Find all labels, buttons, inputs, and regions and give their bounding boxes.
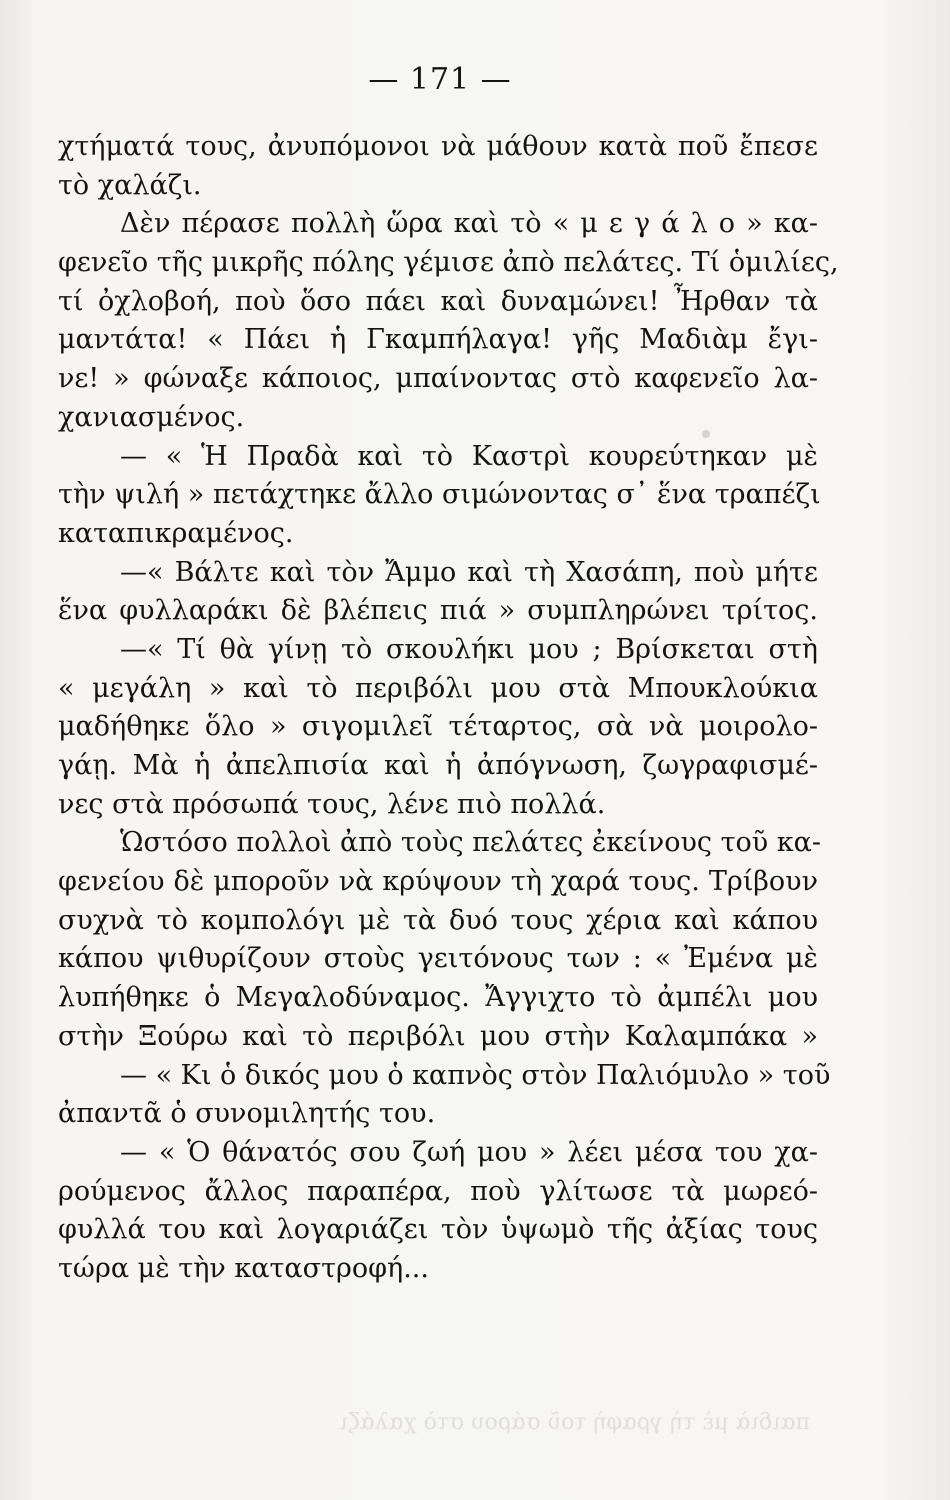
text-line: —« Τί θὰ γίνῃ τὸ σκουλήκι μου ; Βρίσκεται στὴ: [120, 633, 818, 665]
text-line: Ὡστόσο πολλοὶ ἀπὸ τοὺς πελάτες ἐκείνους τοῦ κα-: [120, 827, 822, 859]
text-line: — « Ἡ Πραδὰ καὶ τὸ Καστρὶ κουρεύτηκαν μὲ: [120, 440, 818, 472]
bleed-through-text: παιδιὰ μὲ τὴ γραφὴ τοῦ σάρου στὸ χαλάζι: [339, 1410, 810, 1435]
text-line: ἀπαντᾶ ὁ συνομιλητής του.: [58, 1098, 436, 1130]
page-number: — 171 —: [368, 62, 512, 97]
text-line: χτήματά τους, ἀνυπόμονοι νὰ μάθουν κατὰ ποῦ ἔπεσε: [58, 131, 818, 162]
text-line: —« Βάλτε καὶ τὸν Ἄμμο καὶ τὴ Χασάπη, ποὺ μήτε: [120, 556, 818, 588]
body-text: [58, 128, 839, 1289]
text-line: καταπικραμένος.: [58, 517, 294, 549]
text-line: — « Ὁ θάνατός σου ζωή μου » λέει μέσα του χα-: [120, 1136, 818, 1168]
text-line: λυπήθηκε ὁ Μεγαλοδύναμος. Ἄγγιχτο τὸ ἀμπέλι μου: [58, 982, 818, 1014]
text-line: χανιασμένος.: [58, 401, 245, 433]
text-line: φενεῖο τῆς μικρῆς πόλης γέμισε ἀπὸ πελάτες. Τί ὁμιλίες,: [58, 247, 839, 279]
text-line: φυλλά του καὶ λογαριάζει τὸν ὑψωμὸ τῆς ἀξίας τους: [58, 1214, 818, 1246]
text-line: τώρα μὲ τὴν καταστροφή...: [58, 1252, 429, 1284]
text-line: γάῃ. Μὰ ἡ ἀπελπισία καὶ ἡ ἀπόγνωση, ζωγραφισμέ-: [58, 750, 818, 781]
text-line: ἕνα φυλλαράκι δὲ βλέπεις πιά » συμπληρώνει τρίτος.: [58, 595, 818, 627]
text-line: νες στὰ πρόσωπά τους, λένε πιὸ πολλά.: [58, 788, 606, 820]
text-line: νε! » φώναξε κάποιος, μπαίνοντας στὸ καφενεῖο λα-: [58, 363, 818, 395]
text-line: φενείου δὲ μποροῦν νὰ κρύψουν τὴ χαρά τους. Τρίβουν: [58, 866, 818, 898]
text-line: μαντάτα! « Πάει ἡ Γκαμπήλαγα! γῆς Μαδιὰμ ἔγι-: [58, 324, 818, 356]
text-line: τὴν ψιλή » πετάχτηκε ἄλλο σιμώνοντας σ᾽ ἕνα τραπέζι: [58, 479, 821, 511]
text-line: κάπου ψιθυρίζουν στοὺς γειτόνους των : « Ἐμένα μὲ: [58, 943, 818, 975]
ink-smudge: [702, 430, 710, 438]
text-line: στὴν Ξούρω καὶ τὸ περιβόλι μου στὴν Καλαμπάκα »: [58, 1020, 818, 1052]
text-line: — « Κι ὁ δικός μου ὁ καπνὸς στὸν Παλιόμυλο » τοῦ: [120, 1059, 831, 1091]
text-line: ρούμενος ἄλλος παραπέρα, ποὺ γλίτωσε τὰ μωρεό-: [58, 1175, 818, 1207]
text-line: τί ὀχλοβοή, ποὺ ὅσο πάει καὶ δυναμώνει! Ἦρθαν τὰ: [58, 285, 818, 317]
text-line: τὸ χαλάζι.: [58, 169, 202, 201]
text-line: μαδήθηκε ὅλο » σιγομιλεῖ τέταρτος, σὰ νὰ μοιρολο-: [58, 711, 818, 743]
text-line: Δὲν πέρασε πολλὴ ὥρα καὶ τὸ « μ ε γ ά λ ο » κα-: [120, 208, 818, 240]
text-line: συχνὰ τὸ κομπολόγι μὲ τὰ δυό τους χέρια καὶ κάπου: [58, 904, 818, 936]
text-line: « μεγάλη » καὶ τὸ περιβόλι μου στὰ Μπουκλούκια: [58, 672, 818, 704]
